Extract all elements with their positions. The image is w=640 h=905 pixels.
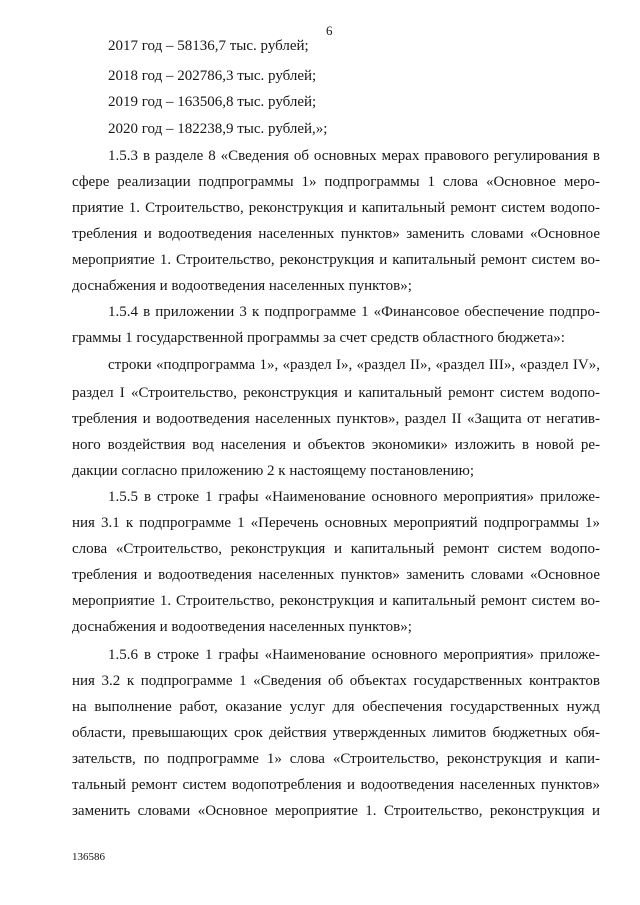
text-line: 1.5.3 в разделе 8 «Сведения об основных мерах правового регулирования в: [108, 148, 600, 164]
document-code: 136586: [72, 851, 105, 863]
text-line: слова «Строительство, реконструкция и капитальный ремонт систем водопо-: [72, 541, 600, 557]
text-line: на выполнение работ, оказание услуг для обеспечения государственных нужд: [72, 699, 600, 715]
text-line: ния 3.2 к подпрограмме 1 «Сведения об объектах государственных контрактов: [72, 673, 600, 689]
page-number: 6: [326, 23, 333, 38]
text-line: доснабжения и водоотведения населенных пунктов»;: [72, 278, 412, 294]
text-line: ния 3.1 к подпрограмме 1 «Перечень основных мероприятий подпрограммы 1»: [72, 515, 600, 531]
text-line: 1.5.4 в приложении 3 к подпрограмме 1 «Финансовое обеспечение подпро-: [108, 304, 600, 320]
budget-line-2018: 2018 год – 202786,3 тыс. рублей;: [108, 68, 317, 84]
text-line: 1.5.6 в строке 1 графы «Наименование основного мероприятия» приложе-: [108, 647, 600, 663]
text-line: дакции согласно приложению 2 к настоящему постановлению;: [72, 463, 475, 479]
budget-line-2017: 2017 год – 58136,7 тыс. рублей;: [108, 38, 309, 54]
text-line: сфере реализации подпрограммы 1» подпрограммы 1 слова «Основное меро-: [72, 174, 600, 190]
text-line: заменить словами «Основное мероприятие 1. Строительство, реконструкция и: [72, 803, 600, 819]
budget-line-2019: 2019 год – 163506,8 тыс. рублей;: [108, 94, 317, 110]
text-line: мероприятие 1. Строительство, реконструкция и капитальный ремонт систем во-: [72, 252, 600, 268]
text-line: тальный ремонт систем водопотребления и водоотведения населенных пунктов»: [72, 777, 600, 793]
budget-line-2020: 2020 год – 182238,9 тыс. рублей,»;: [108, 121, 328, 137]
text-line: области, превышающих срок действия утвержденных лимитов бюджетных обя-: [72, 725, 600, 741]
text-line: требления и водоотведения населенных пунктов», раздел II «Защита от негатив-: [72, 411, 600, 427]
text-line: мероприятие 1. Строительство, реконструкция и капитальный ремонт систем во-: [72, 593, 600, 609]
text-line: доснабжения и водоотведения населенных пунктов»;: [72, 619, 412, 635]
text-line: раздел I «Строительство, реконструкция и капитальный ремонт систем водопо-: [72, 385, 600, 401]
text-line: ного воздействия вод населения и объектов экономики» изложить в новой ре-: [72, 437, 600, 453]
text-line: 1.5.5 в строке 1 графы «Наименование основного мероприятия» приложе-: [108, 489, 600, 505]
text-line: требления и водоотведения населенных пунктов» заменить словами «Основное: [72, 226, 600, 242]
text-line: приятие 1. Строительство, реконструкция и капитальный ремонт систем водопо-: [72, 200, 600, 216]
text-line: строки «подпрограмма 1», «раздел I», «раздел II», «раздел III», «раздел IV»,: [108, 357, 600, 373]
text-line: требления и водоотведения населенных пунктов» заменить словами «Основное: [72, 567, 600, 583]
text-line: граммы 1 государственной программы за счет средств областного бюджета»:: [72, 330, 565, 346]
text-line: зательств, по подпрограмме 1» слова «Строительство, реконструкция и капи-: [72, 751, 600, 767]
